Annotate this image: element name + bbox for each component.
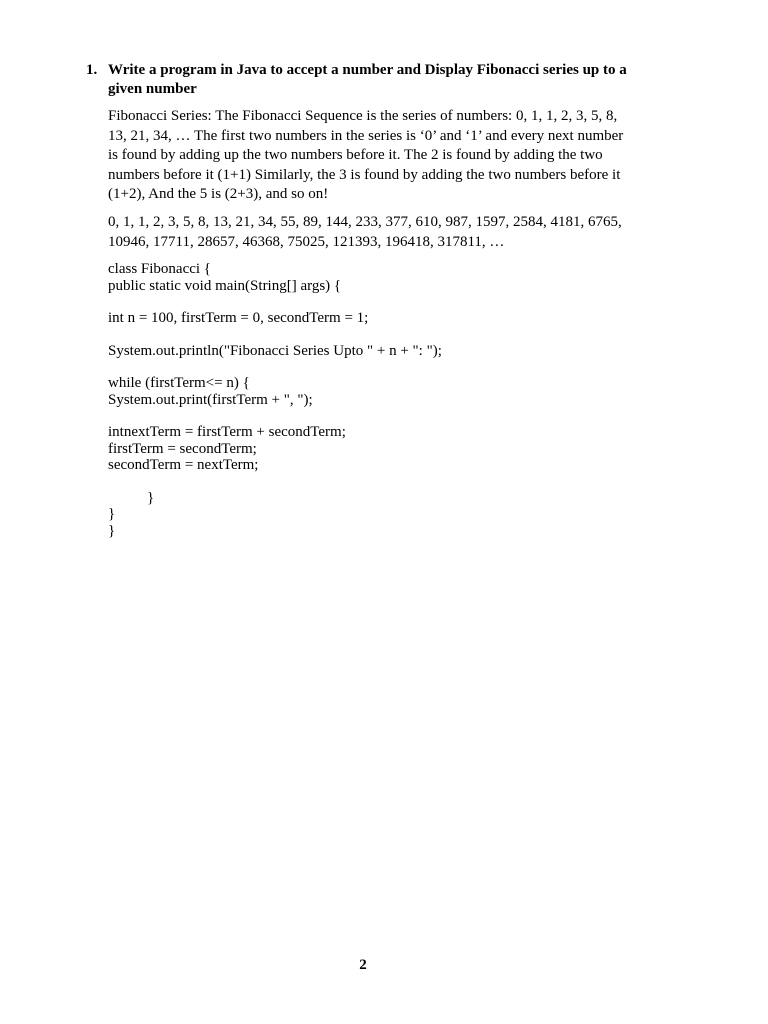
code-spacer [108, 474, 442, 490]
code-line: System.out.print(firstTerm + ", "); [108, 391, 313, 408]
code-line: public static void main(String[] args) { [108, 277, 342, 294]
page-number: 2 [359, 957, 367, 973]
question-title: Write a program in Java to accept a number and Display Fibonacci series up to a given number [108, 62, 627, 97]
code-line: intnextTerm = firstTerm + secondTerm; [108, 424, 346, 440]
code-spacer [108, 408, 442, 424]
code-line: } [108, 506, 116, 522]
fibonacci-description: Fibonacci Series: The Fibonacci Sequence is the series of numbers: 0, 1, 1, 2, 3, 5, 8, 13, 21, 34, … The first two numbers in the series is ‘0’ and ‘1’ and every next number is found by adding up the two numbers before it. The 2 is found by adding the two numbers before it (1+1) Similarly, the 3 is found by adding the two numbers before it (1+2), And the 5 is (2+3), and so on! [108, 108, 624, 202]
code-line: firstTerm = secondTerm; [108, 440, 257, 457]
code-line: secondTerm = nextTerm; [108, 457, 259, 473]
java-code-block [108, 261, 442, 539]
code-line: } [108, 522, 116, 539]
code-spacer [108, 327, 442, 343]
code-line: while (firstTerm<= n) { [108, 375, 250, 391]
code-spacer [108, 359, 442, 375]
fibonacci-sequence: 0, 1, 1, 2, 3, 5, 8, 13, 21, 34, 55, 89, 144, 233, 377, 610, 987, 1597, 2584, 4181, 6765, 10946, 17711, 28657, 46368, 75025, 121393, 196418, 317811, … [108, 214, 622, 250]
code-spacer [108, 294, 442, 310]
code-line: System.out.println("Fibonacci Series Upto " + n + ": "); [108, 342, 442, 359]
code-line: } [147, 489, 155, 506]
code-line: int n = 100, firstTerm = 0, secondTerm = 1; [108, 310, 369, 326]
code-line: class Fibonacci { [108, 261, 212, 277]
question-number: 1. [86, 62, 98, 78]
